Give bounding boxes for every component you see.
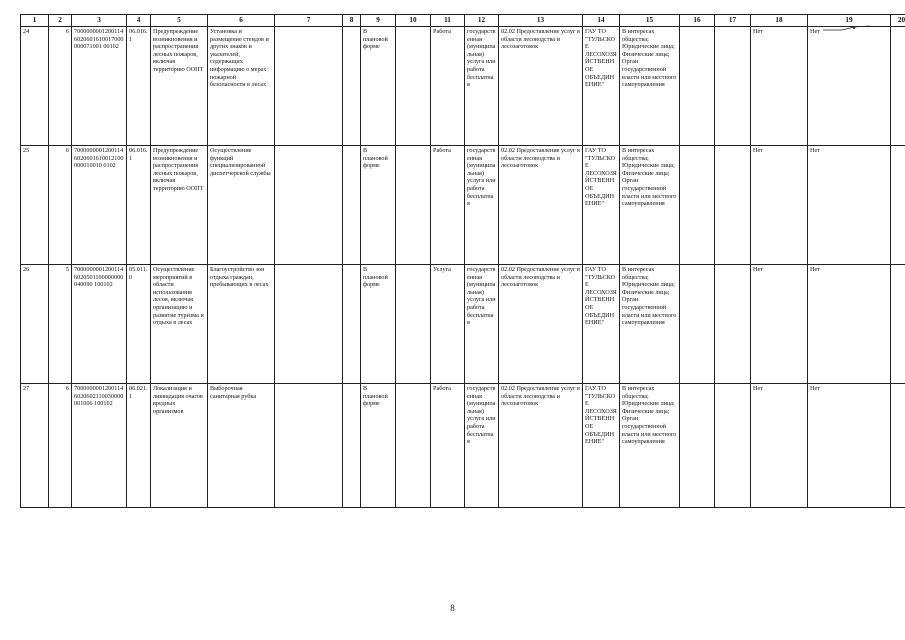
table-cell-col-14: ГАУ ТО "ТУЛЬСКОЕ ЛЕСОХОЗЯЙСТВЕННОЕ ОБЪЕДИНЕНИЕ" [583, 384, 620, 508]
table-cell-col-6: Установка и размещение стендов и других знаков и указателей, содержащих информацию о мерах пожарной безопасности в лесах [208, 27, 275, 146]
table-cell-col-20 [891, 384, 905, 508]
table-cell-col-12: государственная (муниципальная) услуга или работа бесплатная [465, 384, 499, 508]
table-cell-col-15: В интересах общества; Юридические лица; Физические лица; Орган государственной власти или местного самоуправления [620, 146, 680, 265]
table-cell-col-15: В интересах общества; Юридические лица; Физические лица; Орган государственной власти или местного самоуправления [620, 27, 680, 146]
table-cell-col-11: Работа [431, 384, 465, 508]
column-header-12: 12 [465, 15, 499, 27]
table-cell-col-4: 06.016.1 [127, 27, 151, 146]
table-cell-col-15: В интересах общества; Юридические лица; Физические лица; Орган государственной власти или местного самоуправления [620, 265, 680, 384]
table-body [21, 27, 905, 508]
table-cell-col-19: Нет [808, 146, 891, 265]
column-header-4: 4 [127, 15, 151, 27]
table-cell-col-7 [275, 265, 343, 384]
column-header-13: 13 [499, 15, 583, 27]
table-cell-col-2: 5 [49, 265, 72, 384]
table-cell-col-20 [891, 27, 905, 146]
table-cell-col-14: ГАУ ТО "ТУЛЬСКОЕ ЛЕСОХОЗЯЙСТВЕННОЕ ОБЪЕДИНЕНИЕ" [583, 146, 620, 265]
table-cell-col-11: Работа [431, 27, 465, 146]
table-cell-col-4: 06.021.1 [127, 384, 151, 508]
table-cell-col-11: Услуга [431, 265, 465, 384]
table-cell-col-14: ГАУ ТО "ТУЛЬСКОЕ ЛЕСОХОЗЯЙСТВЕННОЕ ОБЪЕДИНЕНИЕ" [583, 27, 620, 146]
table-cell-col-20 [891, 265, 905, 384]
table-cell-col-19: Нет [808, 384, 891, 508]
table-cell-col-2: 6 [49, 27, 72, 146]
table-cell-col-18: Нет [751, 146, 808, 265]
table-cell-col-18: Нет [751, 27, 808, 146]
pen-mark [822, 24, 872, 32]
page-number: 8 [450, 603, 455, 613]
table-cell-col-19: Нет [808, 27, 891, 146]
table-cell-col-16 [680, 384, 715, 508]
table-cell-col-9: В плановой форме [361, 27, 396, 146]
column-header-9: 9 [361, 15, 396, 27]
column-header-20: 20 [891, 15, 905, 27]
table-cell-col-12: государственная (муниципальная) услуга или работа бесплатная [465, 27, 499, 146]
table-cell-col-10 [396, 384, 431, 508]
column-header-2: 2 [49, 15, 72, 27]
table-cell-col-10 [396, 146, 431, 265]
table-cell-col-17 [715, 384, 751, 508]
table-cell-col-2: 6 [49, 146, 72, 265]
table-cell-col-7 [275, 384, 343, 508]
table-cell-col-3: 70000000012001146020601610017000000071001 00102 [72, 27, 127, 146]
table-cell-col-10 [396, 27, 431, 146]
table-cell-col-6: Выборочная санитарная рубка [208, 384, 275, 508]
table-cell-col-5: Осуществление мероприятий в области использования лесов, включая организацию и развитие туризма и отдыха в лесах [151, 265, 208, 384]
table-cell-col-12: государственная (муниципальная) услуга или работа бесплатная [465, 146, 499, 265]
table-cell-col-4: 06.016.1 [127, 146, 151, 265]
table-cell-col-13: 02.02 Предоставление услуг в области лесоводства и лесозаготовок [499, 265, 583, 384]
table-row [21, 27, 905, 146]
column-header-6: 6 [208, 15, 275, 27]
header-row [21, 15, 905, 27]
column-header-11: 11 [431, 15, 465, 27]
table-cell-col-8 [343, 146, 361, 265]
column-header-1: 1 [21, 15, 49, 27]
table-cell-col-1: 27 [21, 384, 49, 508]
table-cell-col-13: 02.02 Предоставление услуг в области лесоводства и лесозаготовок [499, 384, 583, 508]
table-cell-col-8 [343, 384, 361, 508]
table-cell-col-3: 70000000012001146020601610012100000010010 0102 [72, 146, 127, 265]
table-cell-col-16 [680, 265, 715, 384]
column-header-19: 19 [808, 15, 891, 27]
table-cell-col-3: 70000000012001146020602110030000001006 100102 [72, 384, 127, 508]
table-cell-col-9: В плановой форме [361, 265, 396, 384]
table-cell-col-9: В плановой форме [361, 146, 396, 265]
table-cell-col-11: Работа [431, 146, 465, 265]
table-cell-col-18: Нет [751, 384, 808, 508]
table-cell-col-16 [680, 146, 715, 265]
column-header-17: 17 [715, 15, 751, 27]
table-row [21, 146, 905, 265]
registry-table-container [20, 14, 905, 508]
column-header-18: 18 [751, 15, 808, 27]
table-cell-col-1: 24 [21, 27, 49, 146]
table-cell-col-19: Нет [808, 265, 891, 384]
column-header-8: 8 [343, 15, 361, 27]
table-cell-col-17 [715, 265, 751, 384]
table-cell-col-3: 70000000012001146020501100000000040090 100102 [72, 265, 127, 384]
table-cell-col-5: Локализация и ликвидация очагов вредных организмов [151, 384, 208, 508]
registry-table [20, 14, 905, 508]
table-cell-col-14: ГАУ ТО "ТУЛЬСКОЕ ЛЕСОХОЗЯЙСТВЕННОЕ ОБЪЕДИНЕНИЕ" [583, 265, 620, 384]
table-cell-col-16 [680, 27, 715, 146]
table-cell-col-17 [715, 27, 751, 146]
table-cell-col-8 [343, 265, 361, 384]
table-cell-col-2: 6 [49, 384, 72, 508]
table-cell-col-10 [396, 265, 431, 384]
column-header-5: 5 [151, 15, 208, 27]
table-cell-col-4: 05.011.0 [127, 265, 151, 384]
table-cell-col-18: Нет [751, 265, 808, 384]
table-cell-col-5: Предупреждение возникновения и распространения лесных пожаров, включая территорию ООПТ [151, 146, 208, 265]
table-cell-col-12: государственная (муниципальная) услуга или работа бесплатная [465, 265, 499, 384]
table-cell-col-9: В плановой форме [361, 384, 396, 508]
table-cell-col-1: 25 [21, 146, 49, 265]
table-cell-col-17 [715, 146, 751, 265]
table-row [21, 265, 905, 384]
table-cell-col-15: В интересах общества; Юридические лица; Физические лица; Орган государственной власти или местного самоуправления [620, 384, 680, 508]
table-cell-col-13: 02.02 Предоставление услуг в области лесоводства и лесозаготовок [499, 146, 583, 265]
table-cell-col-1: 26 [21, 265, 49, 384]
table-cell-col-7 [275, 27, 343, 146]
column-header-14: 14 [583, 15, 620, 27]
column-header-7: 7 [275, 15, 343, 27]
table-cell-col-7 [275, 146, 343, 265]
table-cell-col-5: Предупреждение возникновения и распространения лесных пожаров, включая территорию ООПТ [151, 27, 208, 146]
column-header-15: 15 [620, 15, 680, 27]
table-cell-col-13: 02.02 Предоставление услуг в области лесоводства и лесозаготовок [499, 27, 583, 146]
column-header-16: 16 [680, 15, 715, 27]
table-row [21, 384, 905, 508]
table-cell-col-20 [891, 146, 905, 265]
column-header-10: 10 [396, 15, 431, 27]
table-cell-col-8 [343, 27, 361, 146]
table-cell-col-6: Благоустройство зон отдыха граждан, пребывающих в лесах [208, 265, 275, 384]
table-cell-col-6: Осуществление функций специализированной диспетчерской службы [208, 146, 275, 265]
column-header-3: 3 [72, 15, 127, 27]
